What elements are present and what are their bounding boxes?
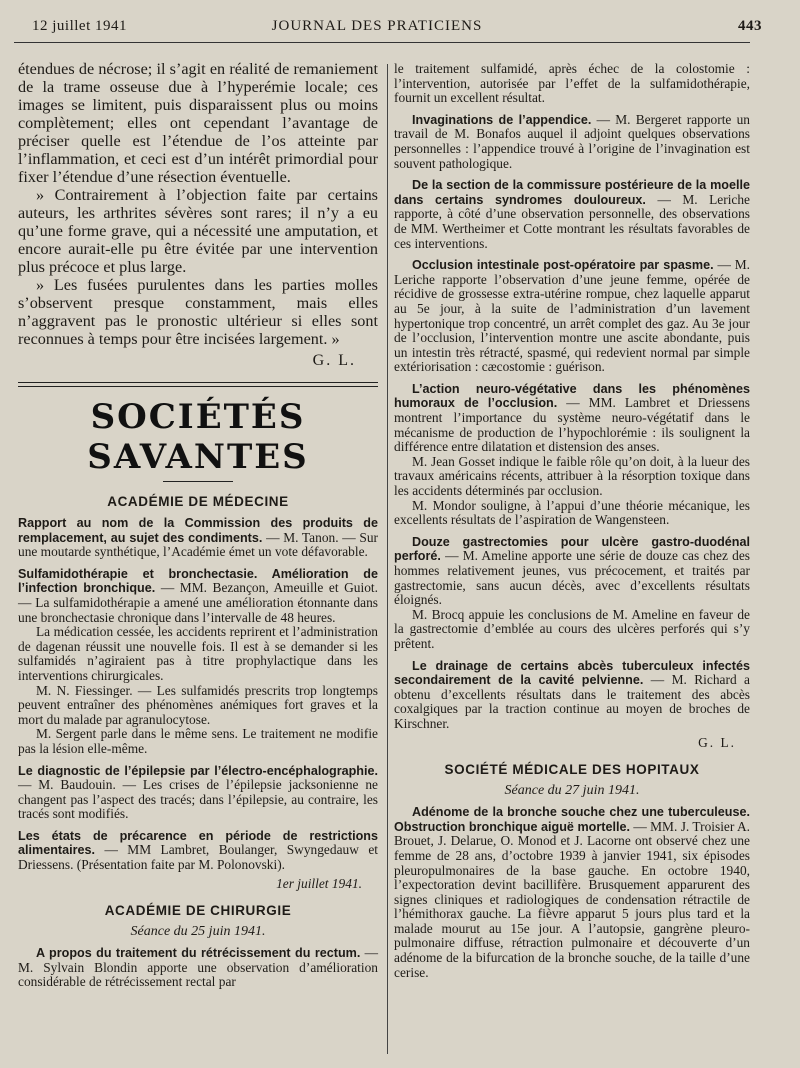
article-item <box>394 178 750 251</box>
article-title: Sulfamidothérapie et bronchectasie. Amélioration de l’infection bronchique. <box>18 566 378 596</box>
paragraph: M. Sergent parle dans le même sens. Le traitement ne modifie pas la lésion elle-même. <box>18 726 378 756</box>
paragraph: La médication cessée, les accidents reprirent et l’administration de dagenan réussit une nouvelle fois. Il est à se demander si les sulfamidés n’agiraient pas à titre prophylactique dans les interventions chirurgicales. <box>18 624 378 683</box>
article-text: — M. Bergeret rapporte un travail de M. Bonafos auquel il adjoint quelques observations personnelles : l’appendice trouvé à l’origine de l’invagination est souvent pathologique. <box>394 111 750 171</box>
article-text: — MM. Bezançon, Ameuille et Guiot. — La sulfamidothérapie a amené une amélioration étonnante dans une bronchectasie chronique dans l’intervalle de 48 heures. <box>18 580 378 625</box>
intro-signature: G. L. <box>312 352 356 369</box>
article-item <box>394 659 750 732</box>
article-title: Le drainage de certains abcès tuberculeux infectés secondairement de la cavité pelvienne. <box>394 658 750 688</box>
article-item <box>18 567 378 625</box>
article-title: Les états de précarence en période de restrictions alimentaires. <box>18 828 378 858</box>
section-heading-chirurgie: ACADÉMIE DE CHIRURGIE <box>104 903 292 919</box>
article-text: — M. Tanon. — Sur une moutarde synthétique, l’Académie émet un vote défavorable. <box>18 529 378 560</box>
article-item <box>394 535 750 608</box>
article-item <box>18 829 378 873</box>
article-text: — M. Richard a obtenu d’excellents résultats dans le traitement des abcès coxalgiques par la traction continue au moyen de broches de Kirschner. <box>394 672 750 731</box>
article-title: Douze gastrectomies pour ulcère gastro-duodénal perforé. <box>394 534 750 564</box>
section-date: 1er juillet 1941. <box>276 875 362 891</box>
article-title: Rapport au nom de la Commission des produits de remplacement, au sujet des condiments. <box>18 516 378 545</box>
article-text: — M. Baudouin. — Les crises de l’épilepsie jacksonienne ne changent pas l’aspect des tracés; dans l’épilepsie, au contraire, les tracés sont modifiés. <box>18 777 378 822</box>
header-date: 12 juillet 1941 <box>32 18 127 34</box>
main-title: SOCIÉTÉS SAVANTES <box>87 397 309 477</box>
session-date: Séance du 25 juin 1941. <box>130 924 266 940</box>
article-item <box>18 516 378 560</box>
article-text: — MM. J. Troisier A. Brouet, J. Delarue, O. Monod et J. Lacorne ont observé chez une femme de 28 ans, d’octobre 1939 à janvier 1941, six épisodes pleuropulmonaires de la base gauche. En octobre 1940, l’expectoration devint bacillifère. Brusquement apparurent des signes cliniques et radiologiques de condensation rétractile de l’hémithorax gauche. La fièvre apparut 5 jours plus tard et la malade mourut au 15e jour. A l’autopsie, gangrène pleuro-pulmonaire diffuse, rétraction pulmonaire et découverte d’un adénome de la bifurcation de la bronche souche, de la taille d’une cerise. <box>394 818 750 980</box>
article-text: — M. Sylvain Blondin apporte une observation d’amélioration considérable de rétrécissement rectal par <box>18 945 378 990</box>
page-number: 443 <box>738 18 762 34</box>
journal-title: JOURNAL DES PRATICIENS <box>271 18 483 34</box>
intro-paragraph: » Les fusées purulentes dans les parties molles s’observent presque constamment, mais elles n’aggravent pas le pronostic ultérieur si elles sont reconnues à temps pour être incisées largement. » <box>18 276 378 348</box>
article-title: Adénome de la bronche souche chez une tuberculeuse. Obstruction bronchique aiguë mortelle. <box>394 805 750 834</box>
paragraph: M. Brocq appuie les conclusions de M. Ameline en faveur de la gastrectomie d’emblée au cours des ulcères perforés qui s’y prêtent. <box>394 606 750 651</box>
paragraph: M. Mondor souligne, à l’appui d’une théorie mécanique, les excellents résultats de l’aspiration de Wangensteen. <box>394 497 750 528</box>
right-column <box>394 62 750 980</box>
article-item <box>394 258 750 375</box>
paragraph: M. N. Fiessinger. — Les sulfamidés prescrits trop longtemps peuvent entraîner des phénomènes anémiques fort graves et la mort du malade par agranulocytose. <box>18 682 378 727</box>
article-title: L’action neuro-végétative dans les phénomènes humoraux de l’occlusion. <box>394 381 750 411</box>
article-title: A propos du traitement du rétrécissement du rectum. <box>36 946 361 961</box>
article-item <box>18 946 378 990</box>
article-item <box>394 382 750 455</box>
intro-paragraph: » Contrairement à l’objection faite par certains auteurs, les arthrites sévères sont rares; il n’y a eu qu’une forme grave, qui a nécessité une amputation, et encore aurait-elle pu être évitée par une intervention plus précoce et plus large. <box>18 186 378 276</box>
header-rule <box>14 42 750 43</box>
article-item <box>18 764 378 822</box>
column-separator <box>387 64 388 1054</box>
article-text: — M. Ameline apporte une série de douze cas chez des hommes relativement jeunes, vus précocement, et traités par gastrectomie, sans aucun décès, avec d’excellents résultats éloignés. <box>394 548 750 608</box>
article-title: De la section de la commissure postérieure de la moelle dans certains syndromes douloureux. <box>394 178 750 207</box>
section-double-rule <box>18 382 378 387</box>
article-title: Le diagnostic de l’épilepsie par l’électro-encéphalographie. <box>18 763 378 778</box>
article-title: Invaginations de l’appendice. <box>412 112 592 127</box>
left-column <box>18 60 378 990</box>
paragraph: M. Jean Gosset indique le faible rôle qu’on doit, à la lueur des travaux américains récents, attribuer à la résorption toxique dans les accidents déterminés par occlusion. <box>394 453 750 499</box>
paragraph-continued: le traitement sulfamidé, après échec de la colostomie : l’intervention, autorisée par l’effet de la sulfamidothérapie, fournit un excellent résultat. <box>394 61 750 106</box>
page-header <box>14 14 762 38</box>
section-heading-medecine: ACADÉMIE DE MÉDECINE <box>107 494 289 509</box>
article-title: Occlusion intestinale post-opératoire par spasme. <box>412 258 714 273</box>
session-date: Séance du 27 juin 1941. <box>504 783 640 799</box>
article-item <box>394 113 750 171</box>
section-heading-hopitaux: SOCIÉTÉ MÉDICALE DES HOPITAUX <box>444 762 700 778</box>
article-text: — M. Leriche rapporte, à côté d’une observation personnelle, des observations de MM. Wertheimer et Cotte montrant les résultats favorables de ces interventions. <box>394 191 750 251</box>
article-text: — MM Lambret, Boulanger, Swyngedauw et Driessens. (Présentation faite par M. Polonovski). <box>18 842 378 873</box>
article-text: — MM. Lambret et Driessens montrent l’importance du système neuro-végétatif dans le mécanisme de production de l’hypochlorémie : ils soulignent la différence entre dilatation et distension des anses. <box>394 395 750 455</box>
title-rule <box>163 481 233 482</box>
signature: G. L. <box>698 734 736 750</box>
article-item <box>394 805 750 980</box>
article-text: — M. Leriche rapporte l’observation d’une jeune femme, opérée de récidive de grossesse extra-utérine rompue, chez laquelle apparut au 5e jour, à la suite de l’administration d’un lavement hypertonique trop concentré, un arrêt complet des gaz. Au 3e jour de l’occlusion, l’intervention montre une ascite abondante, puis un intestin très rétracté, spasmé, qui redevient normal par simple extériorisation : cæcostomie : guérison. <box>394 257 750 375</box>
intro-paragraph: étendues de nécrose; il s’agit en réalité de remaniement de la trame osseuse due à l’hyperémie locale; ces images se limitent, puis disparaissent plus ou moins complètement; elles ont cependant l’avantage de préciser quelle est l’étendue de l’os atteinte par l’inflammation, et ceci est d’un intérêt primordial pour fixer l’étendue d’une résection éventuelle. <box>18 60 378 186</box>
